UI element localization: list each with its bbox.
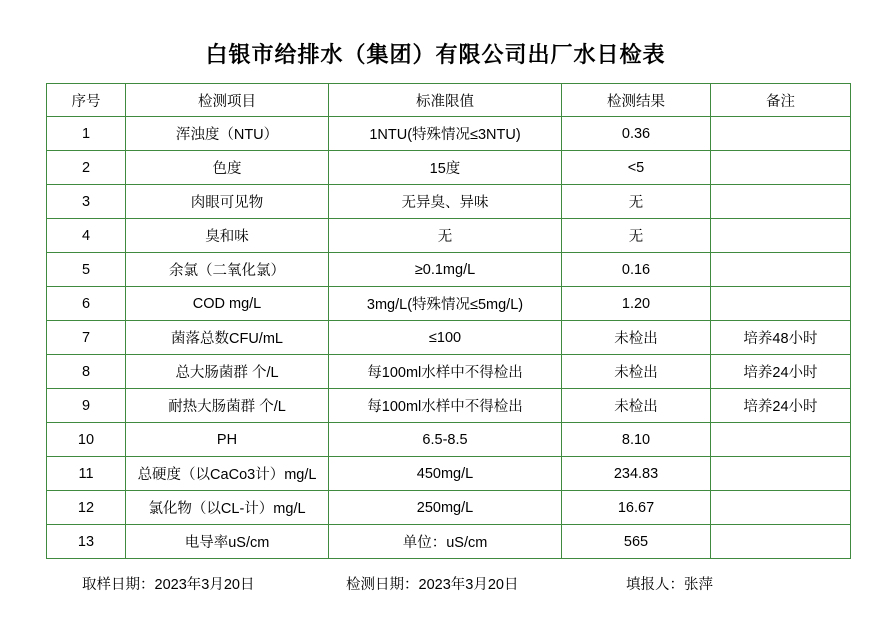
cell-remark bbox=[711, 491, 851, 525]
cell-item: 耐热大肠菌群 个/L bbox=[126, 389, 329, 423]
cell-result: 1.20 bbox=[562, 287, 711, 321]
table-row bbox=[47, 525, 851, 559]
cell-result: 234.83 bbox=[562, 457, 711, 491]
cell-result: 565 bbox=[562, 525, 711, 559]
cell-item: 余氯（二氧化氯） bbox=[126, 253, 329, 287]
header-cell-no: 序号 bbox=[47, 84, 126, 117]
header-cell-limit: 标准限值 bbox=[329, 84, 562, 117]
cell-result: 无 bbox=[562, 185, 711, 219]
cell-no: 8 bbox=[47, 355, 126, 389]
table-row bbox=[47, 457, 851, 491]
table-row bbox=[47, 355, 851, 389]
sampling-date: 取样日期：2023年3月20日 bbox=[82, 577, 255, 593]
table-row bbox=[47, 491, 851, 525]
cell-limit: 3mg/L(特殊情况≤5mg/L) bbox=[329, 287, 562, 321]
table-header-row bbox=[47, 84, 851, 117]
cell-limit: 单位：uS/cm bbox=[329, 525, 562, 559]
table-row bbox=[47, 151, 851, 185]
cell-item: 总硬度（以CaCo3计）mg/L bbox=[126, 457, 329, 491]
cell-limit: 450mg/L bbox=[329, 457, 562, 491]
cell-result: 未检出 bbox=[562, 355, 711, 389]
cell-result: <5 bbox=[562, 151, 711, 185]
table-row bbox=[47, 423, 851, 457]
cell-remark: 培养24小时 bbox=[711, 389, 851, 423]
cell-remark bbox=[711, 423, 851, 457]
table-row bbox=[47, 253, 851, 287]
report-table-wrapper bbox=[0, 83, 871, 559]
cell-remark bbox=[711, 151, 851, 185]
cell-result: 未检出 bbox=[562, 321, 711, 355]
cell-result: 0.16 bbox=[562, 253, 711, 287]
cell-item: 色度 bbox=[126, 151, 329, 185]
cell-remark bbox=[711, 525, 851, 559]
cell-remark: 培养24小时 bbox=[711, 355, 851, 389]
cell-limit: ≤100 bbox=[329, 321, 562, 355]
table-row bbox=[47, 287, 851, 321]
cell-limit: 15度 bbox=[329, 151, 562, 185]
header-cell-result: 检测结果 bbox=[562, 84, 711, 117]
cell-item: 电导率uS/cm bbox=[126, 525, 329, 559]
cell-remark: 培养48小时 bbox=[711, 321, 851, 355]
document-footer bbox=[0, 559, 871, 594]
water-quality-table bbox=[46, 83, 851, 559]
header-cell-remark: 备注 bbox=[711, 84, 851, 117]
cell-remark bbox=[711, 185, 851, 219]
cell-no: 4 bbox=[47, 219, 126, 253]
table-row bbox=[47, 219, 851, 253]
cell-item: 臭和味 bbox=[126, 219, 329, 253]
header-cell-item: 检测项目 bbox=[126, 84, 329, 117]
cell-item: 总大肠菌群 个/L bbox=[126, 355, 329, 389]
cell-result: 0.36 bbox=[562, 117, 711, 151]
cell-limit: ≥0.1mg/L bbox=[329, 253, 562, 287]
table-row bbox=[47, 389, 851, 423]
table-row bbox=[47, 185, 851, 219]
cell-item: 肉眼可见物 bbox=[126, 185, 329, 219]
cell-item: PH bbox=[126, 423, 329, 457]
cell-remark bbox=[711, 117, 851, 151]
test-date: 检测日期：2023年3月20日 bbox=[346, 577, 519, 593]
cell-result: 未检出 bbox=[562, 389, 711, 423]
cell-no: 7 bbox=[47, 321, 126, 355]
cell-limit: 250mg/L bbox=[329, 491, 562, 525]
cell-no: 2 bbox=[47, 151, 126, 185]
cell-no: 3 bbox=[47, 185, 126, 219]
cell-no: 11 bbox=[47, 457, 126, 491]
cell-no: 10 bbox=[47, 423, 126, 457]
cell-result: 8.10 bbox=[562, 423, 711, 457]
table-row bbox=[47, 321, 851, 355]
cell-limit: 每100ml水样中不得检出 bbox=[329, 389, 562, 423]
cell-limit: 6.5-8.5 bbox=[329, 423, 562, 457]
cell-result: 无 bbox=[562, 219, 711, 253]
cell-item: 氯化物（以CL-计）mg/L bbox=[126, 491, 329, 525]
cell-no: 1 bbox=[47, 117, 126, 151]
cell-remark bbox=[711, 219, 851, 253]
page-title: 白银市给排水（集团）有限公司出厂水日检表 bbox=[205, 42, 666, 67]
cell-result: 16.67 bbox=[562, 491, 711, 525]
cell-limit: 1NTU(特殊情况≤3NTU) bbox=[329, 117, 562, 151]
reporter-name: 填报人：张萍 bbox=[626, 577, 713, 593]
cell-item: COD mg/L bbox=[126, 287, 329, 321]
cell-no: 5 bbox=[47, 253, 126, 287]
table-body bbox=[47, 117, 851, 559]
table-row bbox=[47, 117, 851, 151]
cell-item: 菌落总数CFU/mL bbox=[126, 321, 329, 355]
cell-item: 浑浊度（NTU） bbox=[126, 117, 329, 151]
cell-limit: 无 bbox=[329, 219, 562, 253]
cell-remark bbox=[711, 457, 851, 491]
cell-limit: 每100ml水样中不得检出 bbox=[329, 355, 562, 389]
cell-remark bbox=[711, 287, 851, 321]
cell-no: 13 bbox=[47, 525, 126, 559]
cell-no: 9 bbox=[47, 389, 126, 423]
cell-limit: 无异臭、异味 bbox=[329, 185, 562, 219]
cell-remark bbox=[711, 253, 851, 287]
cell-no: 12 bbox=[47, 491, 126, 525]
cell-no: 6 bbox=[47, 287, 126, 321]
table-header bbox=[47, 84, 851, 117]
